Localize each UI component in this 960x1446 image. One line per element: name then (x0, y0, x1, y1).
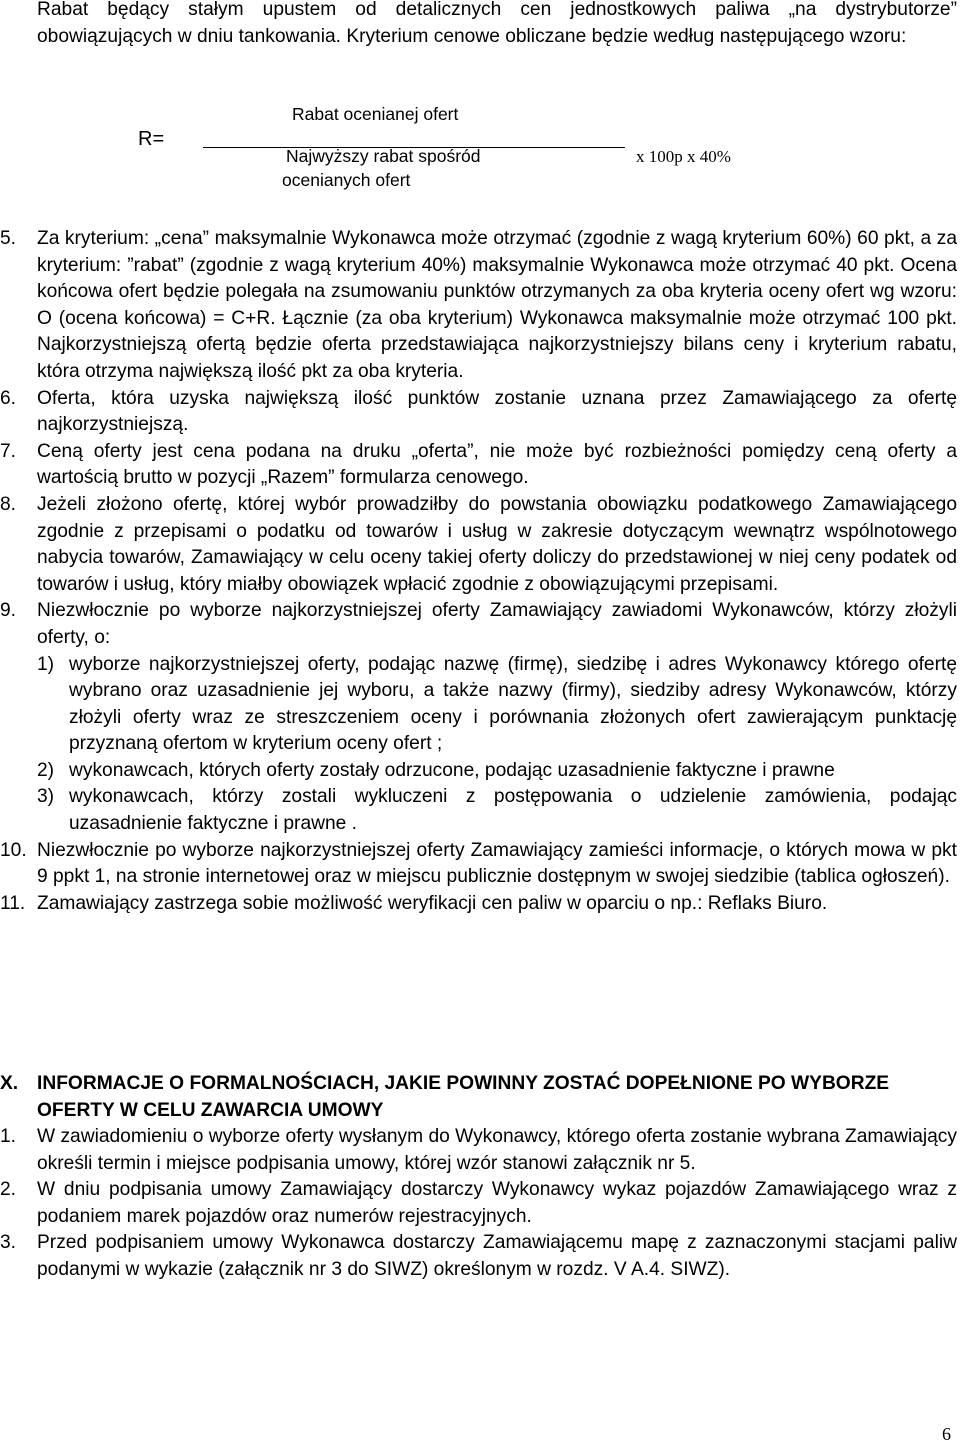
list-item-number: 3. (0, 1232, 17, 1254)
list-item (0, 598, 960, 837)
list-item-text: Oferta, która uzyska największą ilość punktów zostanie uznana przez Zamawiającego za ofertę najkorzystniejszą. (37, 387, 957, 436)
list-item (0, 1230, 960, 1283)
criteria-list (0, 226, 960, 917)
list-item-number: 10. (0, 839, 27, 861)
section-heading (0, 1071, 960, 1124)
list-item (0, 386, 960, 439)
list-item-number: 1. (0, 1126, 17, 1147)
formula-denominator-line1: Najwyższy rabat spośród (286, 146, 481, 166)
list-item (0, 492, 960, 598)
list-item-text: Niezwłocznie po wyborze najkorzystniejszej oferty Zamawiający zawiadomi Wykonawców, którzy złożyli oferty, o: (37, 600, 957, 648)
list-item (0, 891, 960, 918)
list-item-text: Jeżeli złożono ofertę, której wybór prowadziłby do powstania obowiązku podatkowego Zamawiającego zgodnie z przepisami o podatku od towarów i usług w zakresie dotyczącym wewnątrz wspólnotowego nabycia towarów, Zamawiający w celu oceny takiej oferty doliczy do przedstawionej w niej ceny podatek od towarów i usług, który miałby obowiązek wpłacić zgodnie z obowiązującymi przepisami. (37, 493, 957, 595)
list-item-number: 11. (0, 892, 26, 914)
list-item-text: Niezwłocznie po wyborze najkorzystniejszej oferty Zamawiający zamieści informacje, o których mowa w pkt 9 ppkt 1, na stronie internetowej oraz w miejscu publicznie dostępnym w swojej siedzibie (tablica ogłoszeń). (37, 839, 957, 888)
list-item-number: 6. (0, 387, 17, 409)
rabat-formula (0, 100, 960, 200)
list-item-text: Przed podpisaniem umowy Wykonawca dostarczy Zamawiającemu mapę z zaznaczonymi stacjami paliw podanymi w wykazie (załącznik nr 3 do SIWZ) określonym w rozdz. V A.4. SIWZ). (37, 1232, 957, 1280)
list-item-text: Za kryterium: „cena” maksymalnie Wykonawca może otrzymać (zgodnie z wagą kryterium 60%) 60 pkt, a za kryterium: ”rabat” (zgodnie z wagą kryterium 40%) maksymalnie Wykonawca może otrzymać 40 pkt. Ocena końcowa ofert będzie polegała na zsumowaniu punktów otrzymanych za oba kryteria oceny ofert wg wzoru: O (ocena końcowa) = C+R. Łącznie (za oba kryterium) Wykonawca maksymalnie może otrzymać 100 pkt. Najkorzystniejszą ofertą będzie oferta przedstawiająca najkorzystniejszy bilans ceny i kryterium rabatu, która otrzyma największą ilość pkt za oba kryteria. (37, 228, 957, 382)
list-item-number: 9. (0, 600, 17, 622)
sub-item-text: wykonawcach, których oferty zostały odrzucone, podając uzasadnienie faktyczne i prawne (69, 759, 835, 781)
formula-numerator: Rabat ocenianej ofert (292, 104, 459, 124)
page-number: 6 (942, 1424, 951, 1444)
list-item (0, 439, 960, 492)
list-item (0, 1177, 960, 1230)
sub-item-number: 2) (37, 759, 55, 781)
sub-list-item (37, 758, 957, 785)
list-item-number: 8. (0, 493, 17, 515)
formula-denominator-line2: ocenianych ofert (282, 170, 411, 190)
list-item-number: 5. (0, 228, 17, 249)
sub-item-text: wyborze najkorzystniejszej oferty, podając nazwę (firmę), siedzibę i adres Wykonawcy którego ofertę wybrano oraz uzasadnienie jej wyboru, a także nazwy (firmy), siedziby adresy Wykonawców, którzy złożyli oferty wraz ze streszczeniem oceny i porównania złożonych ofert zawierającym punktację przyznaną ofertom w kryterium oceny ofert ; (69, 653, 957, 755)
list-item (0, 1124, 960, 1177)
sub-item-number: 3) (37, 786, 55, 808)
list-item-text: W zawiadomieniu o wyborze oferty wysłanym do Wykonawcy, którego oferta zostanie wybrana Zamawiający określi termin i miejsce podpisania umowy, której wzór stanowi załącznik nr 5. (37, 1126, 957, 1174)
sub-item-number: 1) (37, 653, 55, 675)
formula-r-label: R= (138, 128, 165, 150)
list-item-text: Zamawiający zastrzega sobie możliwość weryfikacji cen paliw w oparciu o np.: Reflaks Biuro. (37, 892, 828, 914)
sub-item-text: wykonawcach, którzy zostali wykluczeni z postępowania o udzielenie zamówienia, podając uzasadnienie faktyczne i prawne . (69, 786, 957, 835)
list-item (0, 838, 960, 891)
sub-list-item (37, 784, 957, 837)
list-item (0, 226, 960, 386)
sub-list (37, 652, 957, 838)
intro-paragraph: Rabat będący stałym upustem od detalicznych cen jednostkowych paliwa „na dystrybutorze” obowiązujących w dniu tankowania. Kryterium cenowe obliczane będzie według następującego wzoru: (37, 0, 957, 47)
list-item-text: Ceną oferty jest cena podana na druku „oferta”, nie może być rozbieżności pomiędzy ceną oferty a wartością brutto w pozycji „Razem” formularza cenowego. (37, 440, 957, 489)
section-number: X. (0, 1073, 19, 1094)
formula-multiplier: x 100p x 40% (636, 147, 731, 166)
list-item-number: 2. (0, 1179, 17, 1201)
list-item-text: W dniu podpisania umowy Zamawiający dostarczy Wykonawcy wykaz pojazdów Zamawiającego wraz z podaniem marek pojazdów oraz numerów rejestracyjnych. (37, 1179, 957, 1227)
list-item-number: 7. (0, 440, 17, 462)
sub-list-item (37, 652, 957, 758)
formalities-list (0, 1124, 960, 1284)
section-title: INFORMACJE O FORMALNOŚCIACH, JAKIE POWINNY ZOSTAĆ DOPEŁNIONE PO WYBORZE OFERTY W CELU ZAWARCIA UMOWY (37, 1073, 890, 1121)
